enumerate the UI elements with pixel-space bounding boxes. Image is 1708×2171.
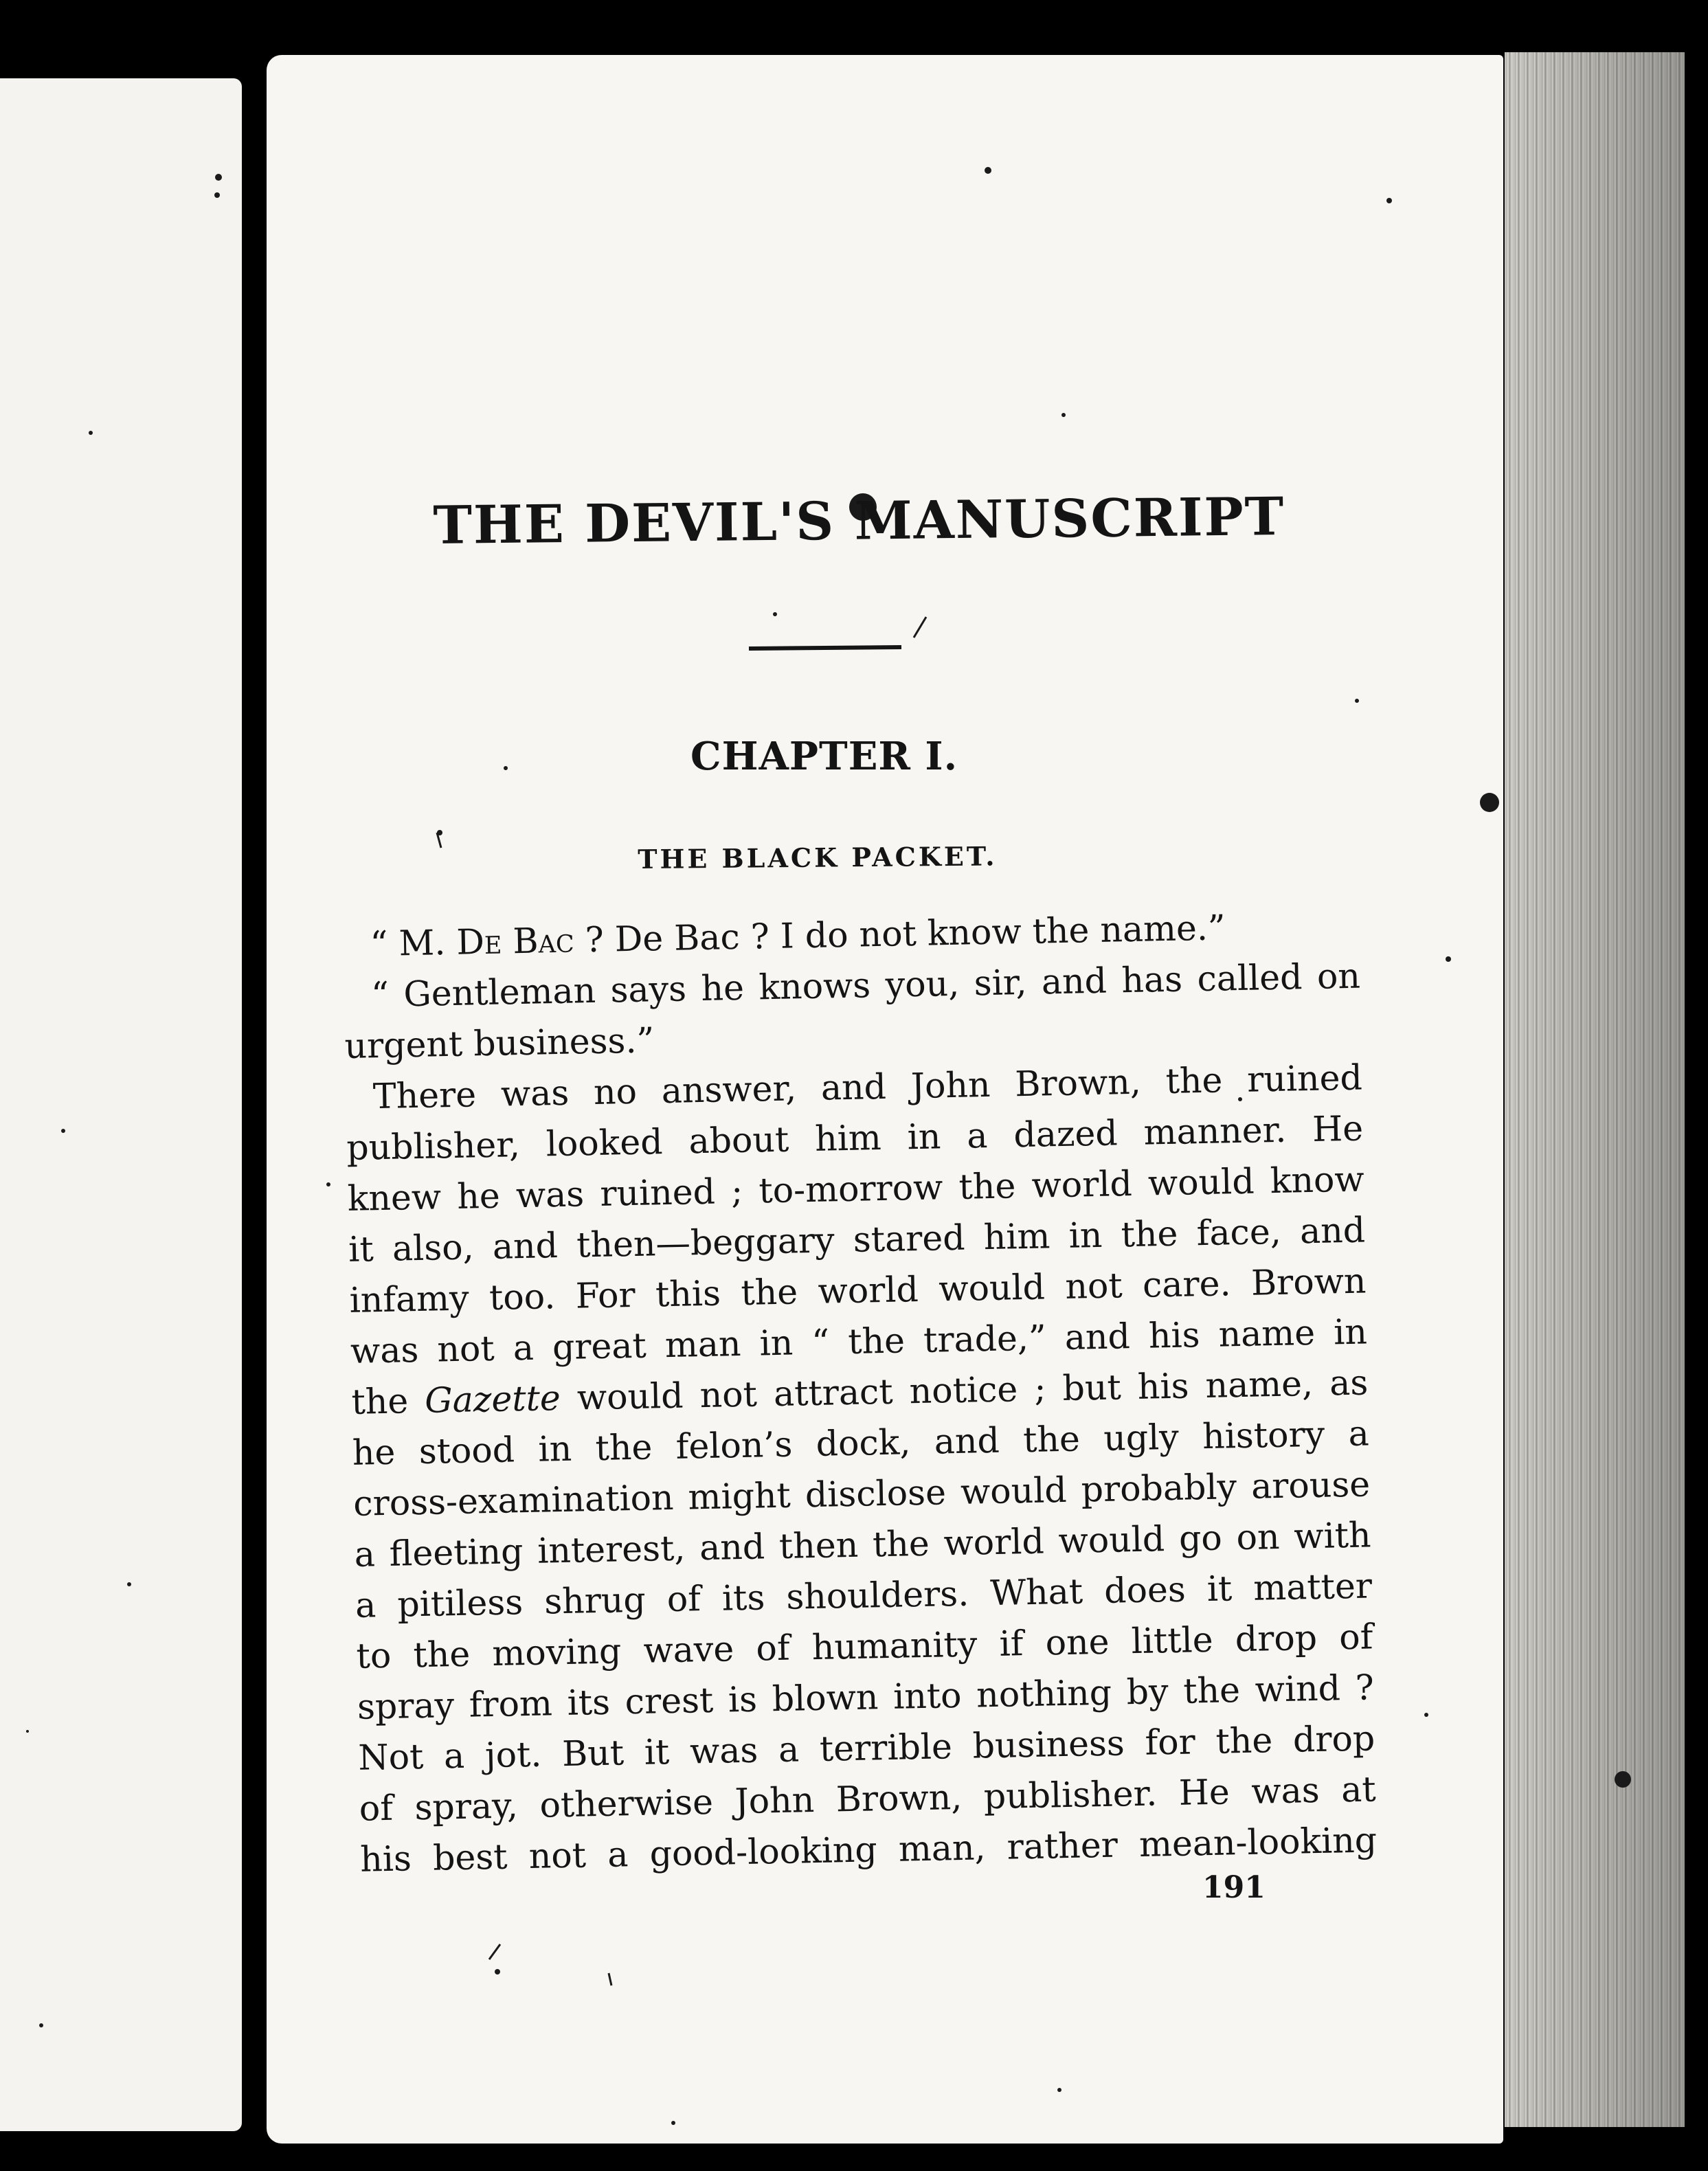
italic-title: Gazette [424, 1377, 561, 1421]
body-text [342, 900, 1378, 1885]
text-line: urgent business.” [344, 1020, 655, 1066]
text-line: spray from its crest is blown into nothing by the wind ? [357, 1667, 1375, 1727]
text-fragment: “ M. [370, 921, 457, 965]
text-line: a pitiless shrug of its shoulders. What does it matter [355, 1565, 1373, 1626]
ink-blot [1480, 793, 1499, 812]
text-line: There was no answer, and John Brown, the ruined [372, 1057, 1363, 1117]
text-line: knew he was ruined ; to-morrow the world would know [347, 1158, 1365, 1219]
text-line: of spray, otherwise John Brown, publisher. He was at [359, 1768, 1377, 1829]
text-line: was not a great man in “ the trade,” and his name in [350, 1311, 1368, 1371]
chapter-subtitle: THE BLACK PACKET. [638, 840, 998, 875]
text-fragment: would not attract notice ; but his name, as [560, 1362, 1369, 1419]
text-line: Not a jot. But it was a terrible business for the drop [357, 1718, 1375, 1778]
text-fragment: ? De Bac ? I do not know the name.” [574, 907, 1226, 960]
ink-blot [1615, 1771, 1631, 1788]
text-line: his best not a good-looking man, rather mean-looking [359, 1819, 1378, 1880]
text-line: to the moving wave of humanity if one little drop of [356, 1616, 1373, 1676]
text-line: a fleeting interest, and then the world would go on with [354, 1514, 1372, 1575]
page-number: 191 [1202, 1870, 1266, 1905]
text-line: he stood in the felon’s dock, and the ugly history a [352, 1413, 1370, 1473]
text-line: “ Gentleman says he knows you, sir, and has called on [370, 955, 1361, 1015]
book-title: THE DEVIL'S MANUSCRIPT [433, 486, 1285, 556]
text-fragment: the [350, 1380, 425, 1422]
text-line: infamy too. For this the world would not care. Brown [349, 1260, 1367, 1320]
pen-mark [489, 1944, 500, 1959]
text-line: cross-examination might disclose would probably arouse [352, 1463, 1371, 1524]
text-line: publisher, looked about him in a dazed manner. He [346, 1107, 1364, 1168]
small-caps-name: De Bac [456, 919, 575, 963]
pen-mark [914, 617, 926, 638]
chapter-heading: CHAPTER I. [690, 734, 958, 779]
text-line: it also, and then—beggary stared him in the face, and [348, 1209, 1366, 1270]
